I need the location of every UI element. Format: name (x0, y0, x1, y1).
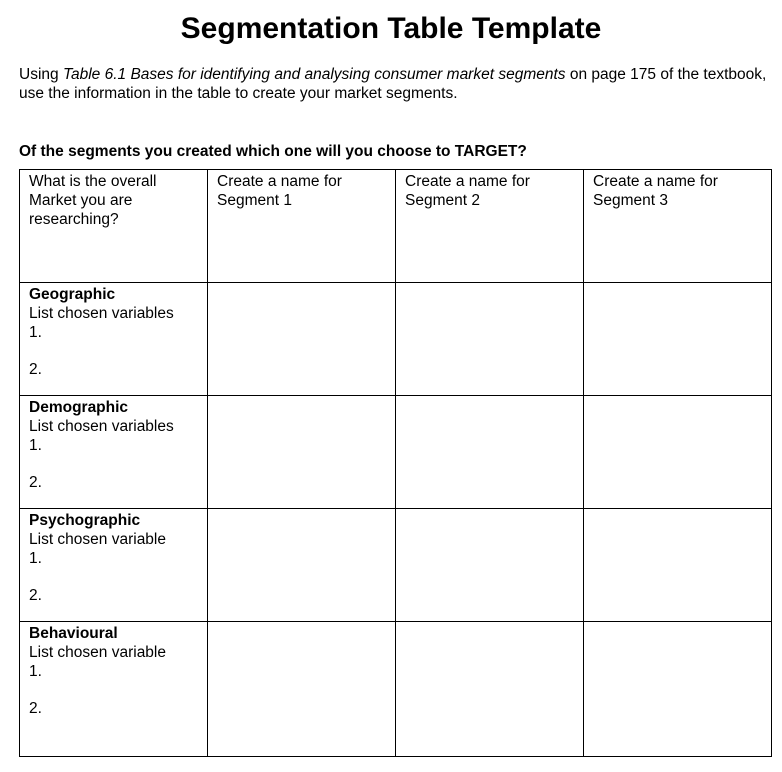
row-heading: Demographic (29, 399, 129, 416)
psychographic-segment-3-cell[interactable] (584, 509, 772, 622)
row-item-2: 2. (29, 700, 42, 717)
geographic-segment-3-cell[interactable] (584, 283, 772, 396)
market-question-cell[interactable] (20, 170, 208, 283)
market-question-line-1: What is the overall (29, 173, 157, 190)
behavioural-label-cell[interactable] (20, 622, 208, 757)
row-item-1: 1. (29, 437, 42, 454)
table-row-psychographic (20, 509, 772, 622)
segment-2-prompt-line-1: Create a name for (405, 173, 530, 190)
geographic-segment-1-cell[interactable] (208, 283, 396, 396)
table-row-demographic (20, 396, 772, 509)
table-row-geographic (20, 283, 772, 396)
row-heading: Geographic (29, 286, 116, 303)
row-item-2: 2. (29, 474, 42, 491)
market-question-line-3: researching? (29, 211, 119, 228)
row-item-1: 1. (29, 324, 42, 341)
psychographic-label-cell[interactable] (20, 509, 208, 622)
segment-1-prompt-line-2: Segment 1 (217, 192, 292, 209)
row-item-1: 1. (29, 663, 42, 680)
row-subtitle: List chosen variable (29, 531, 166, 548)
demographic-segment-1-cell[interactable] (208, 396, 396, 509)
segment-1-prompt-line-1: Create a name for (217, 173, 342, 190)
row-subtitle: List chosen variables (29, 418, 174, 435)
demographic-segment-2-cell[interactable] (396, 396, 584, 509)
page-title: Segmentation Table Template (180, 12, 602, 45)
behavioural-segment-1-cell[interactable] (208, 622, 396, 757)
row-subtitle: List chosen variables (29, 305, 174, 322)
behavioural-segment-2-cell[interactable] (396, 622, 584, 757)
segment-3-name-cell[interactable] (584, 170, 772, 283)
segment-3-prompt-line-2: Segment 3 (593, 192, 668, 209)
segment-2-prompt-line-2: Segment 2 (405, 192, 480, 209)
row-item-1: 1. (29, 550, 42, 567)
intro-paragraph (19, 65, 769, 103)
intro-table-reference: Table 6.1 Bases for identifying and analysing consumer market segments (62, 66, 566, 83)
row-heading: Behavioural (29, 625, 118, 642)
segment-3-prompt-line-1: Create a name for (593, 173, 718, 190)
segmentation-table (19, 169, 772, 757)
segment-2-name-cell[interactable] (396, 170, 584, 283)
target-question: Of the segments you created which one will you choose to TARGET? (19, 143, 527, 160)
table-row-behavioural (20, 622, 772, 757)
demographic-label-cell[interactable] (20, 396, 208, 509)
intro-suffix: on page 175 of the textbook, use the information in the table to create your market segments. (19, 66, 767, 102)
row-item-2: 2. (29, 587, 42, 604)
segment-1-name-cell[interactable] (208, 170, 396, 283)
row-item-2: 2. (29, 361, 42, 378)
behavioural-segment-3-cell[interactable] (584, 622, 772, 757)
row-subtitle: List chosen variable (29, 644, 166, 661)
psychographic-segment-2-cell[interactable] (396, 509, 584, 622)
geographic-label-cell[interactable] (20, 283, 208, 396)
market-question-line-2: Market you are (29, 192, 133, 209)
intro-prefix: Using (19, 66, 63, 83)
geographic-segment-2-cell[interactable] (396, 283, 584, 396)
row-heading: Psychographic (29, 512, 141, 529)
demographic-segment-3-cell[interactable] (584, 396, 772, 509)
psychographic-segment-1-cell[interactable] (208, 509, 396, 622)
table-header-row (20, 170, 772, 283)
